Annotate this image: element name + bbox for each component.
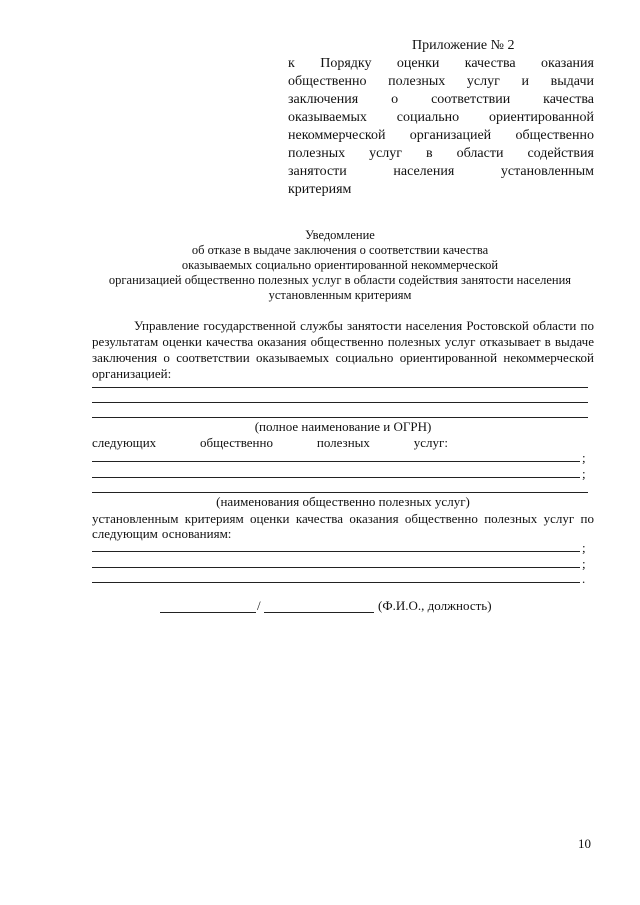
signature-fill-line[interactable] — [160, 612, 256, 613]
services-caption: (наименования общественно полезных услуг) — [216, 494, 470, 509]
notice-subtitle-line: оказываемых социально ориентированной некоммерческой — [181, 258, 499, 272]
appendix-word: общественно — [288, 74, 367, 89]
body-word: области — [532, 318, 577, 333]
appendix-word: к — [288, 56, 295, 71]
page-number: 10 — [578, 836, 591, 851]
grounds-fill-line[interactable] — [92, 582, 580, 583]
appendix-line — [288, 110, 594, 126]
body-word: некоммерческой — [503, 350, 594, 365]
notice-subtitle-line: организацией общественно полезных услуг в области содействия занятости населения — [108, 273, 572, 287]
services-fill-line[interactable] — [92, 492, 588, 493]
services-fill-line[interactable] — [92, 461, 580, 462]
body-word: по — [580, 318, 594, 333]
notice-subtitle-line: установленным критериям — [268, 288, 412, 302]
appendix-word: услуг — [369, 146, 403, 161]
criteria-line — [92, 511, 594, 526]
appendix-word: в — [426, 146, 433, 161]
appendix-word: занятости — [288, 164, 347, 179]
body-word: государственной — [203, 318, 296, 333]
appendix-word: оказания — [540, 56, 594, 71]
appendix-word: некоммерческой — [288, 128, 386, 143]
body-word: ориентированной — [399, 350, 498, 365]
organization-fill-line[interactable] — [92, 387, 588, 388]
appendix-word: качества — [464, 56, 516, 71]
body-word: Управление — [134, 318, 200, 333]
body-word: населения — [405, 318, 463, 333]
body-word: следующим — [92, 526, 158, 541]
appendix-word: и — [521, 74, 530, 89]
appendix-line — [288, 92, 594, 108]
appendix-word: населения — [393, 164, 455, 179]
appendix-line — [288, 74, 594, 90]
body-word: социально — [335, 350, 394, 365]
body-word: установленным — [92, 511, 179, 526]
appendix-word: услуг — [466, 74, 500, 89]
body-word: оказания — [349, 511, 399, 526]
body-word: критериям — [184, 511, 244, 526]
notice-title: Уведомление — [305, 228, 375, 242]
body-word: в — [544, 334, 551, 349]
body-word: оценки — [162, 334, 202, 349]
body-word: следующих — [92, 435, 157, 450]
body-word: полезных — [316, 435, 370, 450]
body-word: услуг — [543, 511, 575, 526]
appendix-word: организацией — [409, 128, 492, 143]
grounds-fill-line[interactable] — [92, 551, 580, 552]
body-line — [92, 334, 594, 349]
appendix-word: общественно — [515, 128, 594, 143]
line-end-semicolon: ; — [582, 450, 586, 465]
body-word: общественно — [310, 334, 384, 349]
body-word: услуг — [444, 334, 476, 349]
body-word: полезных — [387, 334, 441, 349]
body-word: Ростовской — [466, 318, 529, 333]
appendix-line — [288, 164, 594, 180]
body-word: оказываемых — [255, 350, 330, 365]
appendix-word: выдачи — [550, 74, 594, 89]
appendix-word: соответствии — [431, 92, 511, 107]
appendix-word: установленным — [500, 164, 594, 179]
signature-separator: / — [257, 598, 261, 613]
line-end-semicolon: ; — [582, 540, 586, 555]
body-word: заключения — [92, 350, 158, 365]
body-word: общественно — [404, 511, 478, 526]
body-word: соответствии — [176, 350, 250, 365]
body-word: качества — [295, 511, 344, 526]
grounds-fill-line[interactable] — [92, 567, 580, 568]
name-position-fill-line[interactable] — [264, 612, 374, 613]
services-intro — [92, 435, 448, 450]
appendix-word: качества — [543, 92, 594, 107]
appendix-word: содействия — [527, 146, 594, 161]
notice-subtitle-line: об отказе в выдаче заключения о соответствии качества — [191, 243, 489, 257]
line-end-period: . — [582, 571, 586, 586]
body-word: отказывает — [479, 334, 541, 349]
appendix-word: ориентированной — [489, 110, 594, 125]
appendix-word: области — [456, 146, 504, 161]
body-line — [134, 318, 594, 333]
body-word: оказания — [257, 334, 307, 349]
appendix-title: Приложение № 2 — [412, 38, 515, 53]
body-word: занятости — [346, 318, 402, 333]
appendix-word: социально — [396, 110, 460, 125]
appendix-word: заключения — [288, 92, 359, 107]
services-fill-line[interactable] — [92, 477, 580, 478]
appendix-line — [288, 182, 594, 198]
appendix-line — [288, 146, 594, 162]
organization-fill-line[interactable] — [92, 402, 588, 403]
appendix-line — [288, 56, 594, 72]
appendix-word: оценки — [396, 56, 440, 71]
line-end-semicolon: ; — [582, 556, 586, 571]
organization-caption: (полное наименование и ОГРН) — [254, 419, 432, 434]
body-line — [92, 366, 594, 381]
body-word: выдаче — [554, 334, 594, 349]
body-line — [92, 350, 594, 365]
body-word: по — [580, 511, 594, 526]
body-word: оценки — [250, 511, 290, 526]
body-word: организацией: — [92, 366, 172, 381]
body-word: службы — [300, 318, 343, 333]
body-word: основаниям: — [161, 526, 232, 541]
appendix-word: оказываемых — [288, 110, 367, 125]
body-word: общественно — [200, 435, 273, 450]
line-end-semicolon: ; — [582, 466, 586, 481]
criteria-line — [92, 526, 594, 541]
body-word: качества — [205, 334, 254, 349]
appendix-word: Порядку — [320, 56, 372, 71]
organization-fill-line[interactable] — [92, 417, 588, 418]
body-word: о — [163, 350, 170, 365]
appendix-word: критериям — [288, 182, 352, 197]
appendix-line — [288, 128, 594, 144]
appendix-word: полезных — [388, 74, 446, 89]
body-word: результатам — [92, 334, 159, 349]
signature-label: (Ф.И.О., должность) — [378, 598, 492, 613]
appendix-word: о — [391, 92, 399, 107]
body-word: полезных — [484, 511, 538, 526]
appendix-word: полезных — [288, 146, 346, 161]
body-word: услуг: — [413, 435, 448, 450]
